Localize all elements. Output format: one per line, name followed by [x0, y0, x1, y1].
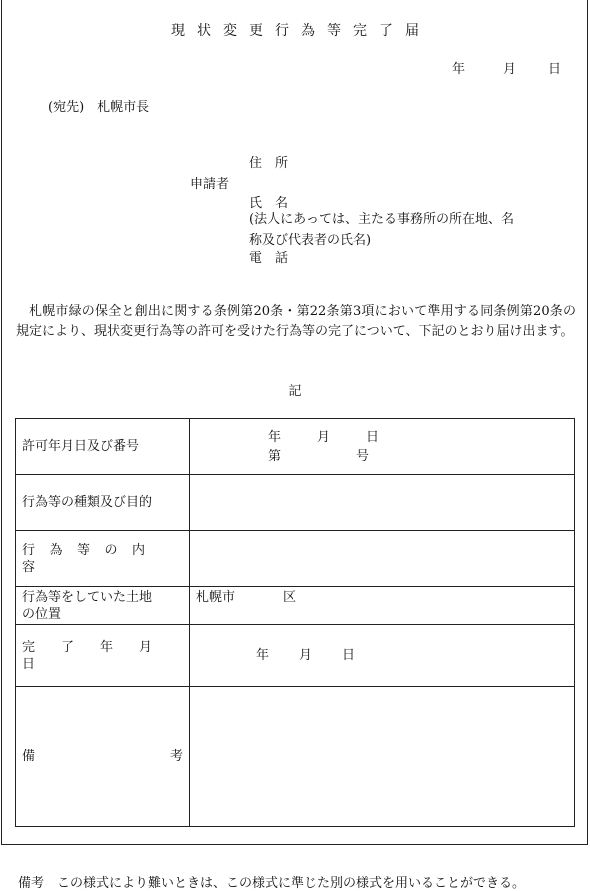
addressee: (宛先) 札幌市長 [48, 100, 150, 115]
ki-heading: 記 [288, 384, 302, 399]
location-ku: 区 [283, 590, 297, 605]
date-day: 日 [548, 62, 562, 77]
remarks-value-cell[interactable] [190, 687, 575, 827]
location-label-1: 行為等をしていた土地 [22, 590, 153, 605]
location-label-cell [16, 587, 190, 625]
form-title: 現状変更行為等完了届 [171, 23, 431, 39]
content-label: 行為等の内容 [22, 542, 160, 575]
permit-value-cell[interactable] [190, 419, 575, 475]
table-row [16, 625, 575, 687]
location-city: 札幌市 [196, 590, 236, 605]
permit-month: 月 [317, 429, 331, 445]
footer-note: 備考 この様式により難いときは、この様式に準じた別の様式を用いることができる。 [18, 876, 526, 891]
table-row [16, 475, 575, 531]
applicant-corp-note-1: (法人にあっては、主たる事務所の所在地、名 [249, 212, 514, 227]
report-table [15, 418, 575, 827]
content-value-cell[interactable] [190, 531, 575, 587]
location-value-cell[interactable] [190, 587, 575, 625]
permit-label: 許可年月日及び番号 [22, 439, 140, 454]
completion-year: 年 [256, 648, 270, 663]
applicant-label: 申請者 [190, 177, 230, 192]
date-year: 年 [452, 62, 466, 77]
type-purpose-label: 行為等の種類及び目的 [16, 475, 190, 531]
applicant-corp-note-2: 称及び代表者の氏名) [249, 233, 372, 248]
completion-date-label: 完了年月日 [22, 639, 179, 672]
table-row [16, 687, 575, 827]
applicant-address: 住 所 [249, 156, 289, 171]
table-row [16, 587, 575, 625]
remarks-label-cell [16, 687, 190, 827]
completion-month: 月 [299, 648, 313, 663]
permit-dai: 第 [268, 448, 282, 464]
date-month: 月 [503, 62, 517, 77]
applicant-name: 氏 名 [249, 196, 289, 211]
completion-date-value-cell[interactable] [190, 625, 575, 687]
applicant-phone: 電 話 [249, 251, 289, 266]
permit-go: 号 [356, 448, 370, 464]
completion-day: 日 [342, 648, 356, 663]
permit-day: 日 [366, 429, 380, 445]
remarks-label-b: 考 [169, 749, 183, 764]
permit-year: 年 [268, 429, 282, 445]
remarks-label-a: 備 [22, 749, 36, 764]
type-purpose-value-cell[interactable] [190, 475, 575, 531]
table-row [16, 419, 575, 475]
table-row [16, 531, 575, 587]
location-label-2: の位置 [22, 607, 62, 622]
body-paragraph: 札幌市緑の保全と創出に関する条例第20条・第22条第3項において準用する同条例第20条の規定により、現状変更行為等の許可を受けた行為等の完了について、下記のとおり届け出ます。 [16, 304, 576, 339]
content-label-cell [16, 531, 190, 587]
completion-date-label-cell [16, 625, 190, 687]
permit-label-cell [16, 419, 190, 475]
submission-date [452, 58, 561, 77]
